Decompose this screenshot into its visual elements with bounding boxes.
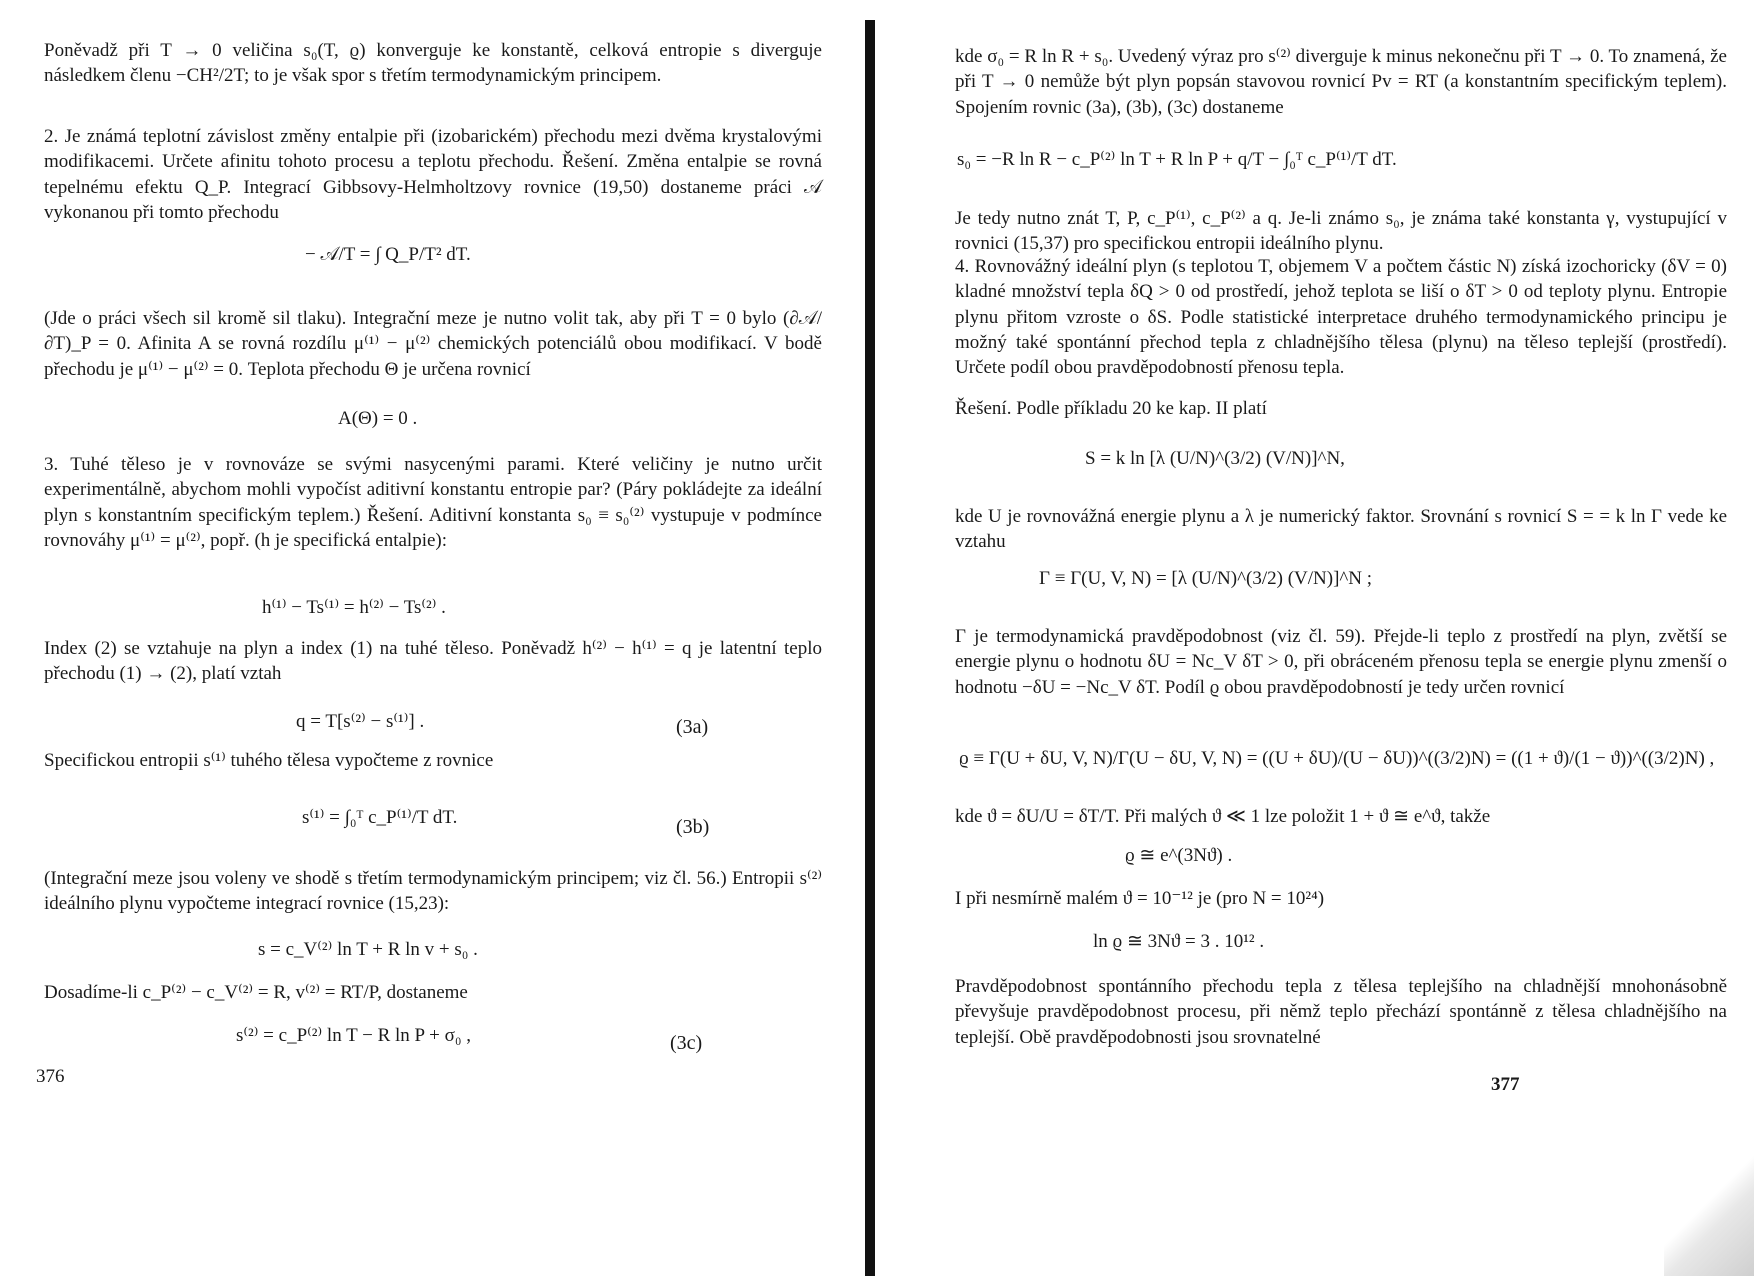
paragraph-problem-4: 4. Rovnovážný ideální plyn (s teplotou T, objemem V a počtem částic N) získá izochoricky (δV = 0) kladné množství tepla δQ > 0 od prostředí, jehož teplota se liší o δT > 0 od teploty plynu. Entropie plynu přitom vzroste o δS. Podle statistické interpretace druhého termodynamického principu je možný také spontánní přechod tepla z chladnějšího tělesa (plynu) na těleso teplejší (prostředí). Určete podíl obou pravděpodobností přenosu tepla. xyxy=(955,256,1727,379)
paragraph-small-theta: kde ϑ = δU/U = δT/T. Při malých ϑ ≪ 1 lze položit 1 + ϑ ≅ e^ϑ, takže xyxy=(955,806,1491,827)
equation-enthalpy-balance: h⁽¹⁾ − Ts⁽¹⁾ = h⁽²⁾ − Ts⁽²⁾ . xyxy=(262,597,446,618)
paragraph-third-principle: (Integrační meze jsou voleny ve shodě s třetím termodynamickým principem; viz čl. 56.) Entropii s⁽²⁾ ideálního plynu vypočteme integrací rovnice (15,23): xyxy=(44,868,822,915)
paragraph-entropy-divergence: Poněvadž při T → 0 veličina s₀(T, ϱ) konverguje ke konstantě, celková entropie s diverguje následkem členu −CH²/2T; to je však spor s třetím termodynamickým principem. xyxy=(44,40,822,87)
page-curl-shadow xyxy=(1664,1146,1754,1276)
equation-probability-ratio: ϱ ≡ Γ(U + δU, V, N)/Γ(U − δU, V, N) = ((U + δU)/(U − δU))^((3/2)N) = ((1 + ϑ)/(1 − ϑ))^((3/2)N) , xyxy=(959,748,1715,769)
equation-ln-rho: ln ϱ ≅ 3Nϑ = 3 . 10¹² . xyxy=(1093,931,1265,952)
equation-affinity-zero: A(Θ) = 0 . xyxy=(338,408,418,429)
equation-entropy-S: S = k ln [λ (U/N)^(3/2) (V/N)]^N, xyxy=(1085,448,1345,469)
equation-number-3c: (3c) xyxy=(670,1032,703,1054)
paragraph-integration-limits: (Jde o práci všech sil kromě sil tlaku). Integrační meze je nutno volit tak, aby při T = 0 bylo (∂𝒜/∂T)_P = 0. Afinita A se rovná rozdílu μ⁽¹⁾ − μ⁽²⁾ chemických potenciálů obou modifikací. V bodě přechodu je μ⁽¹⁾ − μ⁽²⁾ = 0. Teplota přechodu Θ je určena rovnicí xyxy=(44,308,822,380)
equation-3c: s⁽²⁾ = c_P⁽²⁾ ln T − R ln P + σ₀ , xyxy=(236,1025,471,1046)
paragraph-tiny-theta: I při nesmírně malém ϑ = 10⁻¹² je (pro N = 10²⁴) xyxy=(955,888,1325,909)
paragraph-solution-4: Řešení. Podle příkladu 20 ke kap. II platí xyxy=(955,398,1267,419)
equation-rho-approx: ϱ ≅ e^(3Nϑ) . xyxy=(1125,845,1233,866)
page-number-left: 376 xyxy=(36,1066,65,1087)
equation-number-3a: (3a) xyxy=(676,716,709,738)
paragraph-sigma-definition: kde σ₀ = R ln R + s₀. Uvedený výraz pro s⁽²⁾ diverguje k minus nekonečnu při T → 0. To znamená, že při T → 0 nemůže být plyn popsán stavovou rovnicí Pv = RT (a konstantním specifickým teplem). Spojením rovnic (3a), (3b), (3c) dostaneme xyxy=(955,46,1727,118)
paragraph-conclusion: Pravděpodobnost spontánního přechodu tepla z tělesa teplejšího na chladnější mnohonásobně převyšuje pravděpodobnost procesu, při němž teplo přechází spontánně z tělesa chladnějšího na teplejší. Obě pravděpodobnosti jsou srovnatelné xyxy=(955,976,1727,1048)
equation-ideal-gas-entropy: s = c_V⁽²⁾ ln T + R ln v + s₀ . xyxy=(258,939,478,960)
equation-work-integral: − 𝒜/T = ∫ Q_P/T² dT. xyxy=(305,244,471,265)
equation-3b: s⁽¹⁾ = ∫₀ᵀ c_P⁽¹⁾/T dT. xyxy=(302,807,458,828)
paragraph-problem-2: 2. Je známá teplotní závislost změny entalpie při (izobarickém) přechodu mezi dvěma krystalovými modifikacemi. Určete afinitu tohoto procesu a teplotu přechodu. Řešení. Změna entalpie se rovná tepelnému efektu Q_P. Integrací Gibbsovy-Helmholtzovy rovnice (19,50) dostaneme práci 𝒜 vykonanou při tomto přechodu xyxy=(44,126,822,223)
equation-number-3b: (3b) xyxy=(676,816,710,838)
equation-entropy-constant: s₀ = −R ln R − c_P⁽²⁾ ln T + R ln P + q/T − ∫₀ᵀ c_P⁽¹⁾/T dT. xyxy=(957,149,1397,170)
book-spine xyxy=(865,20,875,1276)
paragraph-energy-lambda: kde U je rovnovážná energie plynu a λ je numerický faktor. Srovnání s rovnicí S = = k ln Γ vede ke vztahu xyxy=(955,506,1727,553)
paragraph-thermodynamic-probability: Γ je termodynamická pravděpodobnost (viz čl. 59). Přejde-li teplo z prostředí na plyn, zvětší se energie plynu o hodnotu δU = Nc_V δT > 0, při obráceném přenosu tepla se energie plynu zmenší o hodnotu −δU = −Nc_V δT. Podíl ϱ obou pravděpodobností je tedy určen rovnicí xyxy=(955,626,1727,698)
page-number-right: 377 xyxy=(1491,1074,1520,1095)
equation-gamma: Γ ≡ Γ(U, V, N) = [λ (U/N)^(3/2) (V/N)]^N ; xyxy=(1039,568,1373,589)
paragraph-required-quantities: Je tedy nutno znát T, P, c_P⁽¹⁾, c_P⁽²⁾ a q. Je-li známo s₀, je známa také konstanta γ, vystupující v rovnici (15,37) pro specifickou entropii ideálního plynu. xyxy=(955,208,1727,255)
paragraph-substitution: Dosadíme-li c_P⁽²⁾ − c_V⁽²⁾ = R, v⁽²⁾ = RT/P, dostaneme xyxy=(44,982,468,1003)
paragraph-problem-3: 3. Tuhé těleso je v rovnováze se svými nasycenými parami. Které veličiny je nutno určit experimentálně, abychom mohli vypočíst aditivní konstantu entropie par? (Páry pokládejte za ideální plyn s konstantním specifickým teplem.) Řešení. Aditivní konstanta s₀ ≡ s₀⁽²⁾ vystupuje v podmínce rovnováhy μ⁽¹⁾ = μ⁽²⁾, popř. (h je specifická entalpie): xyxy=(44,454,822,551)
right-page xyxy=(875,0,1754,1276)
left-page xyxy=(0,0,865,1276)
paragraph-latent-heat: Index (2) se vztahuje na plyn a index (1) na tuhé těleso. Poněvadž h⁽²⁾ − h⁽¹⁾ = q je latentní teplo přechodu (1) → (2), platí vztah xyxy=(44,638,822,685)
paragraph-solid-entropy: Specifickou entropii s⁽¹⁾ tuhého tělesa vypočteme z rovnice xyxy=(44,750,494,771)
equation-3a: q = T[s⁽²⁾ − s⁽¹⁾] . xyxy=(296,711,425,732)
